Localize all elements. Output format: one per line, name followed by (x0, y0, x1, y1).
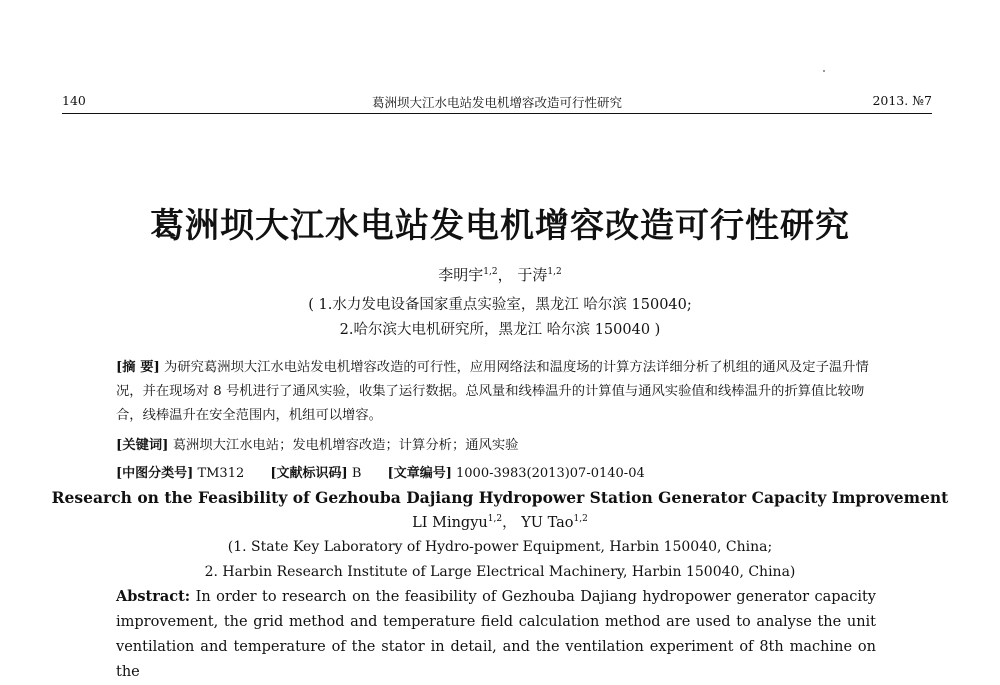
author-affil-sup: 1,2 (573, 514, 588, 525)
author-affil-sup: 1,2 (483, 267, 498, 277)
author-separator: ， (502, 515, 522, 531)
affiliation-cn-1: ( 1.水力发电设备国家重点实验室，黑龙江 哈尔滨 150040; (308, 297, 692, 313)
doc-code-value: B (351, 466, 362, 481)
affiliation-en-1: (1. State Key Laboratory of Hydro-power Equipment, Harbin 150040, China; (227, 539, 773, 555)
abstract-cn (116, 356, 876, 428)
paper-title-en: Research on the Feasibility of Gezhouba Dajiang Hydropower Station Generator Capacity Improvement (51, 488, 949, 507)
article-number-value: 1000-3983(2013)07-0140-04 (456, 466, 645, 481)
authors-cn (0, 264, 1000, 285)
authors-en (0, 511, 1000, 532)
author-affil-sup: 1,2 (487, 514, 503, 525)
author-affil-sup: 1,2 (547, 267, 562, 277)
clc-value: TM312 (197, 466, 245, 481)
abstract-cn-text: 为研究葛洲坝大江水电站发电机增容改造的可行性，应用网络法和温度场的计算方法详细分析了机组的通风及定子温升情况，并在现场对 8 号机进行了通风实验，收集了运行数据。总风量和线棒温升的计算值与通风实验值和线棒温升的折算值比较吻合，线棒温升在安全范围内，机组可以增容。 (116, 360, 869, 423)
author-separator: ， (497, 266, 518, 284)
keywords-cn-text: 葛洲坝大江水电站；发电机增容改造；计算分析；通风实验 (172, 438, 519, 453)
author-name: 李明宇 (438, 266, 484, 284)
affiliation-cn-2: 2.哈尔滨大电机研究所，黑龙江 哈尔滨 150040 ) (339, 322, 661, 338)
article-number-label: [文章编号] (387, 466, 452, 481)
abstract-en-label: Abstract: (116, 588, 191, 605)
keywords-cn (116, 434, 518, 453)
scan-speck (823, 70, 825, 72)
keywords-cn-label: [关键词] (116, 438, 169, 453)
abstract-en (116, 584, 876, 685)
abstract-cn-label: [摘 要] (116, 360, 160, 375)
author-name: 于涛 (517, 266, 548, 284)
classification-line (116, 462, 645, 481)
abstract-en-text: In order to research on the feasibility of Gezhouba Dajiang hydropower generator capacity improvement, the grid method and temperature field calculation method are used to analyse the unit ventilation and temperature of the stator in detail, and the ventilation experiment of 8th machine on the (116, 589, 876, 680)
page-number: 140 (62, 93, 86, 108)
paper-title-cn: 葛洲坝大江水电站发电机增容改造可行性研究 (150, 206, 850, 246)
issue-number: 2013. №7 (872, 93, 932, 108)
author-name-en: LI Mingyu (412, 515, 488, 531)
doc-code-label: [文献标识码] (270, 466, 348, 481)
author-name-en: YU Tao (521, 515, 574, 531)
affiliation-en-2: 2. Harbin Research Institute of Large Electrical Machinery, Harbin 150040, China) (204, 564, 796, 580)
clc-label: [中图分类号] (116, 466, 194, 481)
running-header (62, 93, 932, 114)
header-title: 葛洲坝大江水电站发电机增容改造可行性研究 (371, 95, 622, 110)
